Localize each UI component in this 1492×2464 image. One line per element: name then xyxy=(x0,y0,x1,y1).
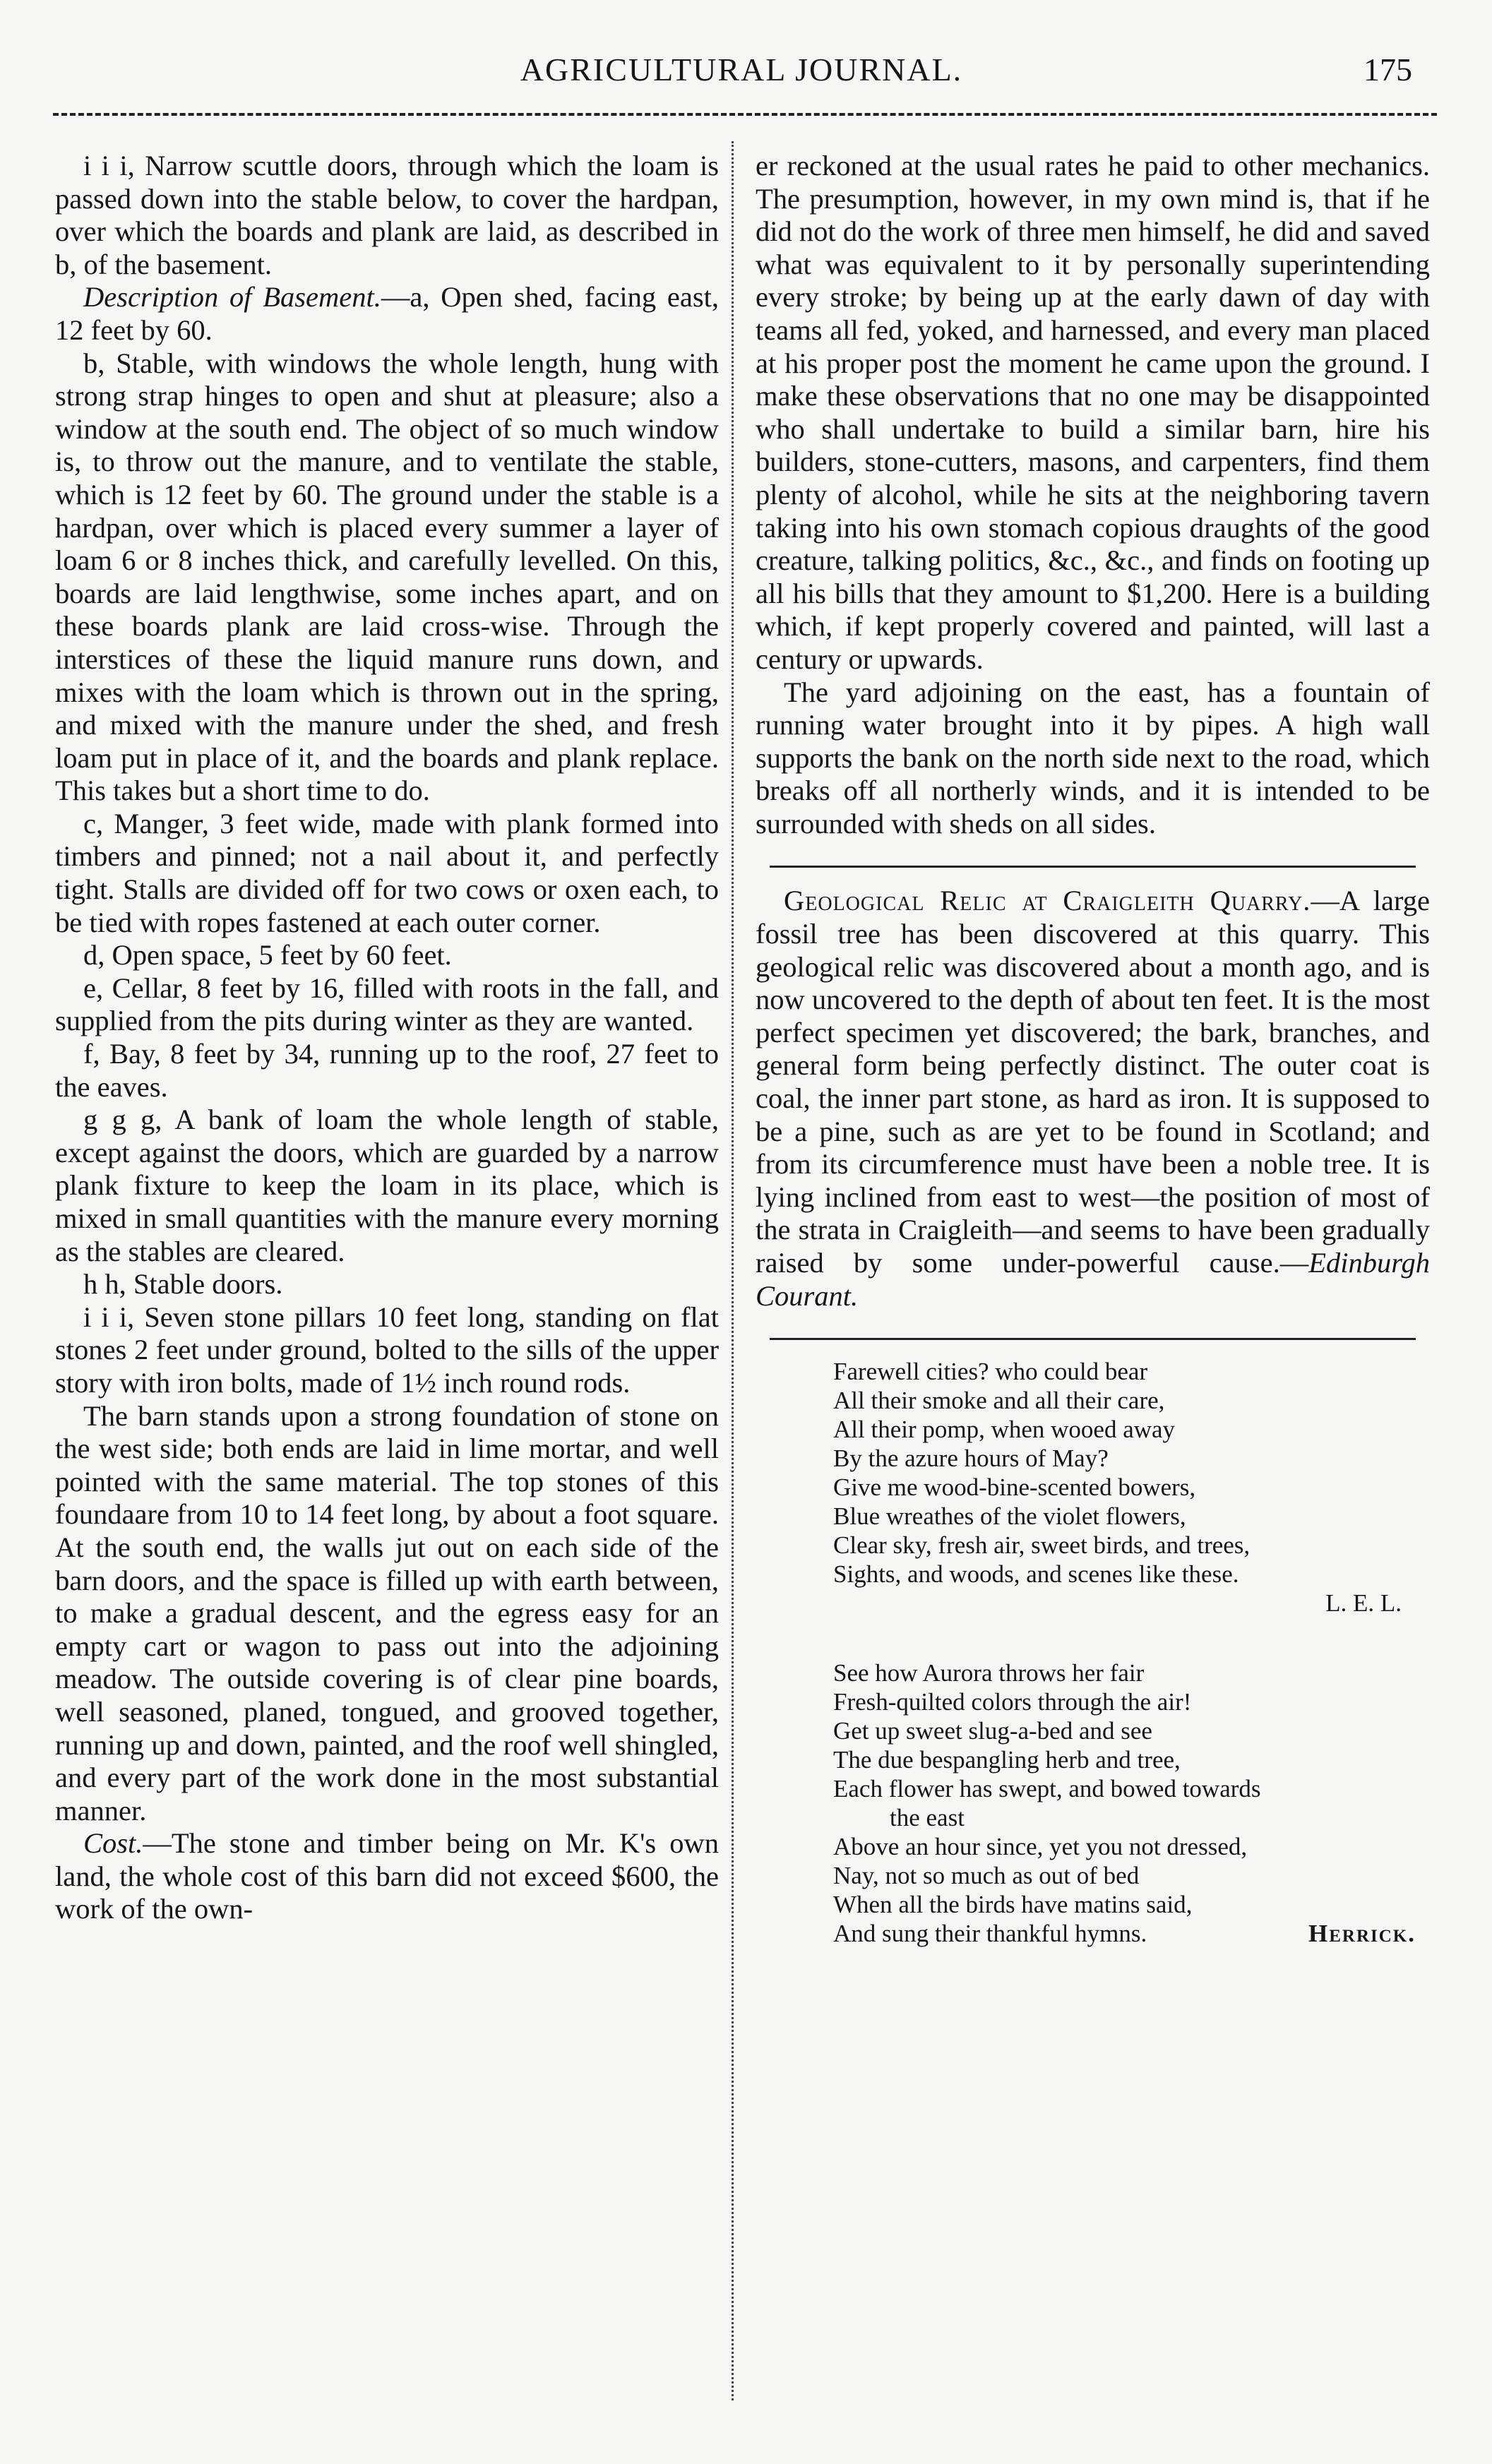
paragraph-cellar: e, Cellar, 8 feet by 16, filled with roots in the fall, and supplied from the pits during winter as they are wanted. xyxy=(55,971,719,1037)
page-header xyxy=(42,51,1440,93)
paragraph-manger: c, Manger, 3 feet wide, made with plank formed into timbers and pinned; not a nail about it, and perfectly tight. Stalls are divided off for two cows or oxen each, to be tied with ropes fastened at each outer corner. xyxy=(55,807,719,938)
paragraph-loam-bank: g g g, A bank of loam the whole length of stable, except against the doors, which are guarded by a narrow plank fixture to keep the loam in its place, which is mixed in small quantities with the manure every morning as the stables are cleared. xyxy=(55,1104,719,1267)
paragraph-stable: b, Stable, with windows the whole length, hung with strong strap hinges to open and shut at pleasure; also a window at the south end. The object of so much window is, to throw out the manure, and to ventilate the stable, which is 12 feet by 60. The ground under the stable is a hardpan, over which is placed every summer a layer of loam 6 or 8 inches thick, and carefully levelled. On this, boards are laid lengthwise, some inches apart, and on these boards plank are laid cross-wise. Through the interstices of these the liquid manure runs down, and mixes with the loam which is thrown out in the spring, and mixed with the manure under the shed, and fresh loam put in place of it, and the boards and plank replace. This takes but a short time to do. xyxy=(55,347,719,807)
poem-line: Each flower has swept, and bowed towards xyxy=(833,1775,1261,1803)
paragraph-open-space: d, Open space, 5 feet by 60 feet. xyxy=(83,939,452,971)
poem-line: the east xyxy=(890,1804,965,1832)
paragraph-yard: The yard adjoining on the east, has a fountain of running water brought into it by pipes. A high wall supports the bank on the north side next to the road, which breaks off all northerly winds, and it is intended to be surrounded with sheds on all sides. xyxy=(756,676,1430,839)
paragraph-basement xyxy=(55,281,719,347)
basement-text: —a, Open shed, facing east, 12 feet by 60. xyxy=(55,281,720,346)
column-divider xyxy=(732,141,734,2400)
poem-author: Herrick. xyxy=(1308,1920,1416,1948)
poem-line: All their smoke and all their care, xyxy=(833,1387,1165,1415)
paragraph-stable-doors: h h, Stable doors. xyxy=(83,1268,283,1300)
poem-line: By the azure hours of May? xyxy=(833,1445,1109,1473)
article-geological-relic xyxy=(756,885,1430,1312)
page-number: 175 xyxy=(1363,52,1412,88)
poem-line: Sights, and woods, and scenes like these. xyxy=(833,1560,1239,1589)
poem-aurora xyxy=(833,1658,1430,1948)
poem-line: Give me wood-bine-scented bowers, xyxy=(833,1473,1196,1502)
section-rule xyxy=(770,866,1416,868)
paragraph-cost xyxy=(55,1827,719,1926)
cost-text: —The stone and timber being on Mr. K's own land, the whole cost of this barn did not exceed $600, the work of the own- xyxy=(55,1827,719,1925)
basement-heading: Description of Basement. xyxy=(83,281,381,313)
poem-line: And sung their thankful hymns. xyxy=(833,1920,1147,1948)
article-title: Geological Relic at Craigleith Quarry. xyxy=(784,885,1311,917)
header-rule xyxy=(53,113,1437,116)
poem-line: Nay, not so much as out of bed xyxy=(833,1862,1140,1890)
poem-line: Fresh-quilted colors through the air! xyxy=(833,1688,1192,1716)
article-source: Edinburgh Courant. xyxy=(756,1247,1430,1312)
paragraph-pillars: i i i, Seven stone pillars 10 feet long, standing on flat stones 2 feet under ground, bolted to the sills of the upper story with iron bolts, made of 1½ inch round rods. xyxy=(55,1300,719,1399)
poem-signature: L. E. L. xyxy=(1325,1589,1402,1617)
poem-line: All their pomp, when wooed away xyxy=(833,1416,1176,1444)
poem-line: The due bespangling herb and tree, xyxy=(833,1746,1181,1774)
paragraph-scuttle-doors: i i i, Narrow scuttle doors, through which the loam is passed down into the stable below, to cover the hardpan, over which the boards and plank are laid, as described in b, of the basement. xyxy=(55,150,719,280)
poem-line: Get up sweet slug-a-bed and see xyxy=(833,1717,1152,1745)
article-body: —A large fossil tree has been discovered at this quarry. This geological relic was discovered about a month ago, and is now uncovered to the depth of about ten feet. It is the most perfect specimen yet discovered; the bark, branches, and general form being perfectly distinct. The outer coat is coal, the inner part stone, as hard as iron. It is supposed to be a pine, such as are yet to be found in Scotland; and from its circumference must have been a noble tree. It is lying inclined from east to west—the position of most of the strata in Craigleith—and seems to have been gradually raised by some under-powerful cause.— xyxy=(756,885,1430,1279)
paragraph-foundation: The barn stands upon a strong foundation of stone on the west side; both ends are laid in lime mortar, and well pointed with the same material. The top stones of this foundaare from 10 to 14 feet long, by about a foot square. At the south end, the walls jut out on each side of the barn doors, and the space is filled up with earth between, to make a gradual descent, and the egress easy for an empty cart or wagon to pass out into the adjoining meadow. The outside covering is of clear pine boards, well seasoned, planed, tongued, and grooved together, running up and down, painted, and the roof well shingled, and every part of the work done in the most substantial manner. xyxy=(55,1399,719,1826)
section-rule xyxy=(770,1338,1416,1340)
poem-line: Farewell cities? who could bear xyxy=(833,1358,1148,1386)
journal-title: AGRICULTURAL JOURNAL. xyxy=(520,52,963,88)
poem-farewell-cities xyxy=(833,1357,1430,1617)
left-column xyxy=(55,150,719,1926)
cost-heading: Cost. xyxy=(83,1827,143,1860)
poem-line: Blue wreathes of the violet flowers, xyxy=(833,1502,1186,1531)
paragraph-continuation: er reckoned at the usual rates he paid to other mechanics. The presumption, however, in my own mind is, that if he did not do the work of three men himself, he did and saved what was equivalent to it by personally superintending every stroke; by being up at the early dawn of day with teams all fed, yoked, and harnessed, and every man placed at his proper post the moment he came upon the ground. I make these observations that no one may be disappointed who shall undertake to build a similar barn, hire his builders, stone-cutters, masons, and carpenters, find them plenty of alcohol, while he sits at the neighboring tavern taking into his own stomach copious draughts of the good creature, talking politics, &c., &c., and finds on footing up all his bills that they amount to $1,200. Here is a building which, if kept properly covered and painted, will last a century or upwards. xyxy=(756,150,1430,675)
poem-last-line xyxy=(833,1919,1430,1948)
poem-line: See how Aurora throws her fair xyxy=(833,1659,1145,1687)
poem-line: Above an hour since, yet you not dressed, xyxy=(833,1833,1248,1861)
poem-line: When all the birds have matins said, xyxy=(833,1891,1193,1919)
paragraph-bay: f, Bay, 8 feet by 34, running up to the roof, 27 feet to the eaves. xyxy=(55,1038,719,1103)
poem-line: Clear sky, fresh air, sweet birds, and trees, xyxy=(833,1531,1251,1560)
right-column xyxy=(756,150,1430,1948)
